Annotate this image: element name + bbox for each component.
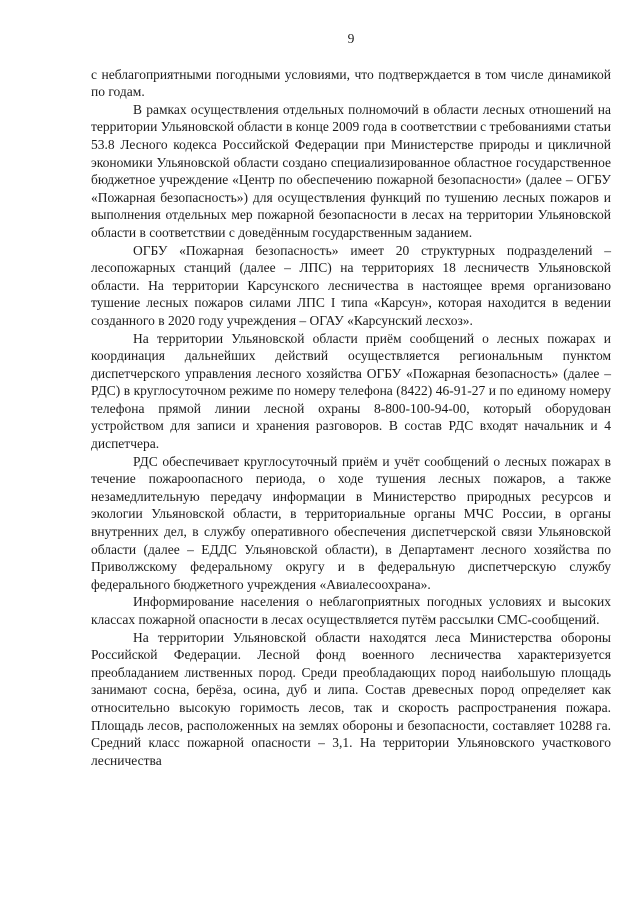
paragraph-2: В рамках осуществления отдельных полномочий в области лесных отношений на территории Ульяновской области в конце 2009 года в соответствии с требованиями статьи 53.8 Лесного кодекса Российской Федерации при Министерстве природы и цикличной экономики Ульяновской области создано специализированное областное государственное бюджетное учреждение «Центр по обеспечению пожарной безопасности» (далее – ОГБУ «Пожарная безопасность») для осуществления функций по тушению лесных пожаров и выполнения отдельных мер пожарной безопасности в лесах на территории Ульяновской области в соответствии с доведённым государственным заданием.: [91, 101, 611, 240]
paragraph-5: РДС обеспечивает круглосуточный приём и учёт сообщений о лесных пожарах в течение пожароопасного периода, о ходе тушения лесных пожаров, а также незамедлительную передачу информации в Министерство природных ресурсов и экологии Ульяновской области, в территориальные органы МЧС России, в органы внутренних дел, в службу оперативного обеспечения диспетчерской связи Ульяновской области (далее – ЕДДС Ульяновской области), в Департамент лесного хозяйства по Приволжскому федеральному округу и в федеральную диспетчерскую службу федерального бюджетного учреждения «Авиалесоохрана».: [91, 453, 611, 592]
paragraph-3: ОГБУ «Пожарная безопасность» имеет 20 структурных подразделений – лесопожарных станций (далее – ЛПС) на территориях 18 лесничеств Ульяновской области. На территории Карсунского лесничества в настоящее время организовано тушение лесных пожаров силами ЛПС I типа «Карсун», которая находится в ведении созданного в 2020 году учреждения – ОГАУ «Карсунский лесхоз».: [91, 242, 611, 328]
paragraph-7: На территории Ульяновской области находятся леса Министерства обороны Российской Федерации. Лесной фонд военного лесничества характеризуется преобладанием лиственных пород. Среди преобладающих пород наибольшую площадь занимают сосна, берёза, осина, дуб и липа. Состав древесных пород определяет как относительно высокую горимость лесов, так и скорость распространения пожара. Площадь лесов, расположенных на землях обороны и безопасности, составляет 10288 га. Средний класс пожарной опасности – 3,1. На территории Ульяновского участкового лесничества: [91, 629, 611, 768]
paragraph-6: Информирование населения о неблагоприятных погодных условиях и высоких классах пожарной опасности в лесах осуществляется путём рассылки СМС-сообщений.: [91, 594, 611, 627]
paragraph-4: На территории Ульяновской области приём сообщений о лесных пожарах и координация дальнейших действий осуществляется региональным пунктом диспетчерского управления лесного хозяйства ОГБУ «Пожарная безопасность» (далее – РДС) в круглосуточном режиме по номеру телефона (8422) 46-91-27 и по единому номеру телефона прямой линии лесной охраны 8-800-100-94-00, который оборудован устройством для записи и хранения разговоров. В состав РДС входят начальник и 4 диспетчера.: [91, 330, 611, 452]
page-number: 9: [347, 31, 355, 46]
paragraph-1: с неблагоприятными погодными условиями, что подтверждается в том числе динамикой по годам.: [91, 66, 611, 100]
